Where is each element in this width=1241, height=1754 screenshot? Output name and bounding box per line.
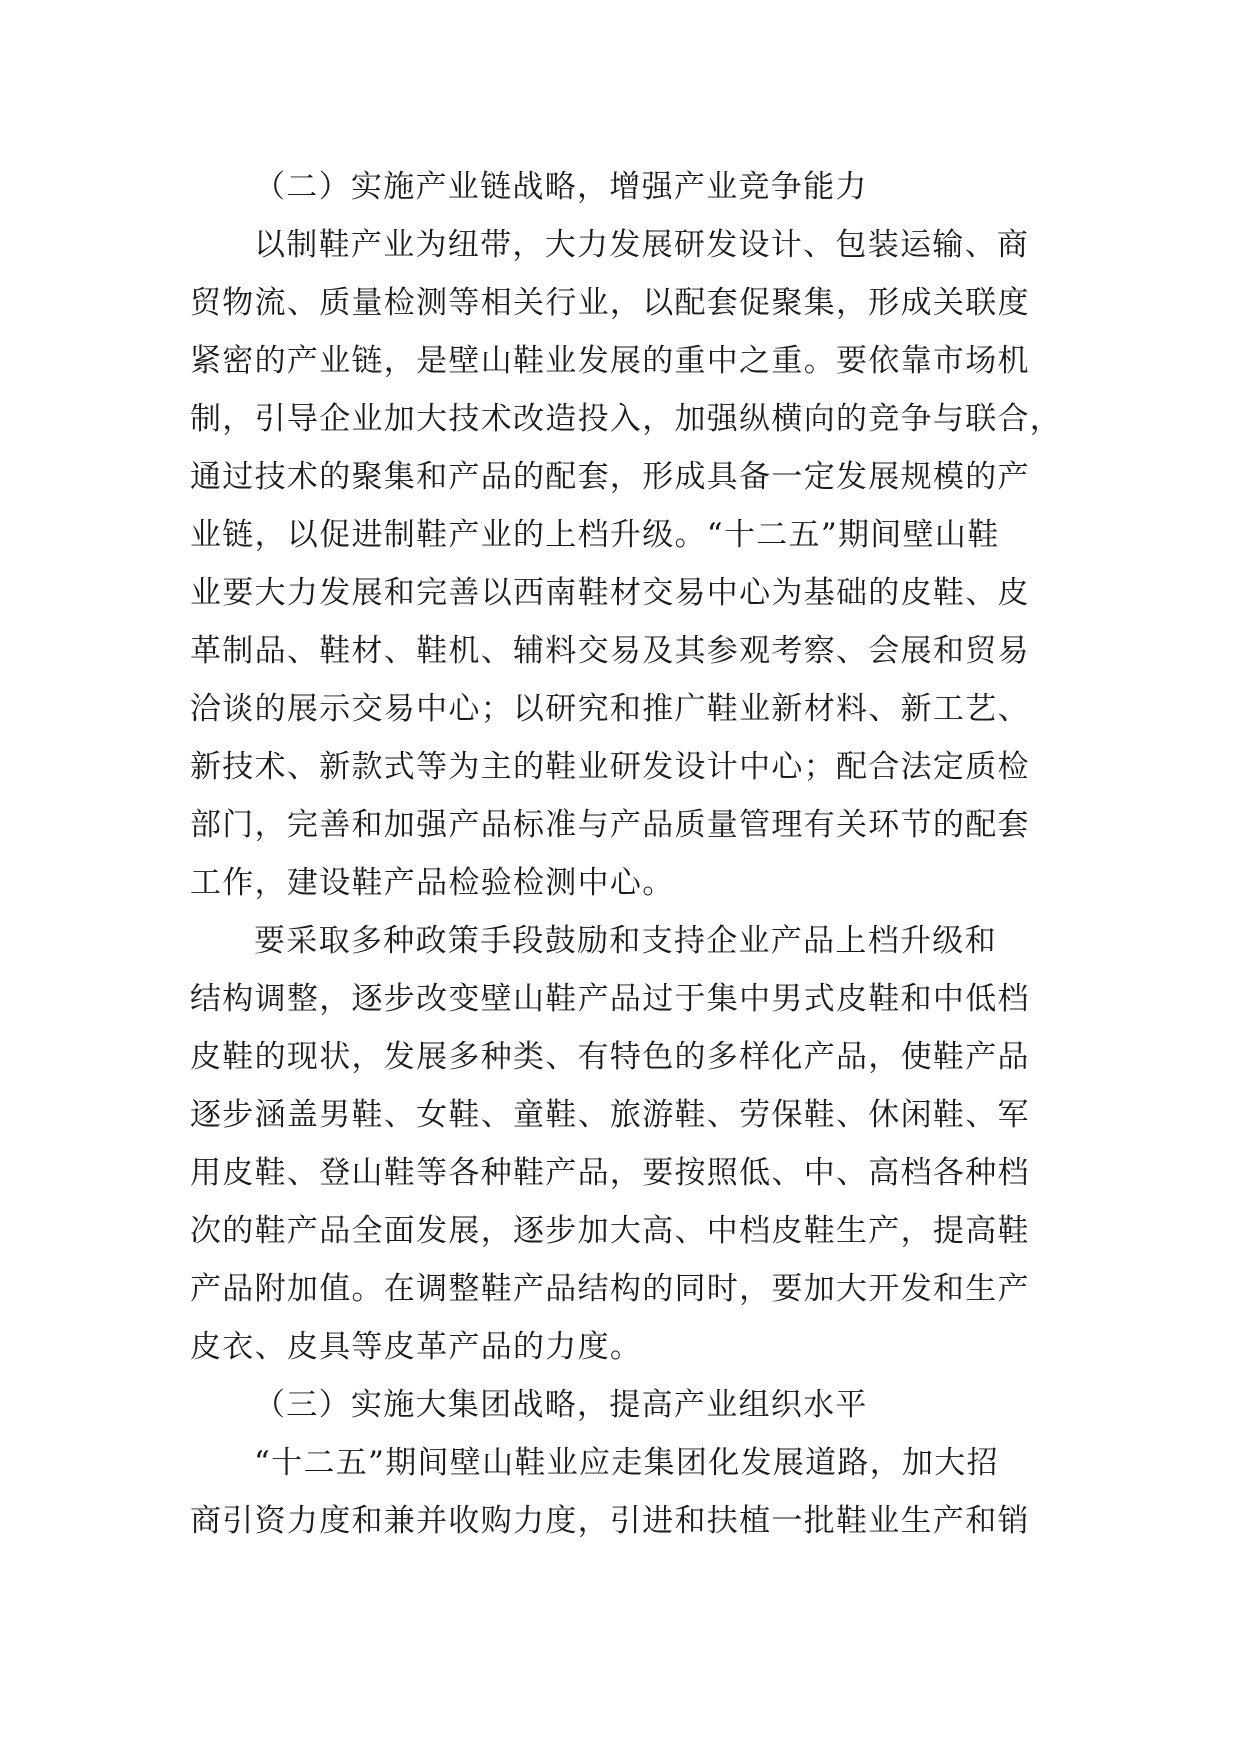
paragraph-line: 结构调整，逐步改变壁山鞋产品过于集中男式皮鞋和中低档 — [190, 981, 1030, 1017]
paragraph-line: 通过技术的聚集和产品的配套，形成具备一定发展规模的产 — [190, 459, 1030, 495]
document-body — [190, 158, 1063, 1550]
paragraph-line: 业链，以促进制鞋产业的上档升级。“十二五”期间壁山鞋 — [190, 517, 1000, 553]
paragraph-line: 次的鞋产品全面发展，逐步加大高、中档皮鞋生产，提高鞋 — [190, 1213, 1030, 1249]
paragraph-line: 部门，完善和加强产品标准与产品质量管理有关环节的配套 — [190, 807, 1030, 843]
paragraph-line: 新技术、新款式等为主的鞋业研发设计中心；配合法定质检 — [190, 749, 1030, 785]
paragraph-line: “十二五”期间壁山鞋业应走集团化发展道路，加大招 — [254, 1445, 999, 1481]
paragraph-line: 逐步涵盖男鞋、女鞋、童鞋、旅游鞋、劳保鞋、休闲鞋、军 — [190, 1097, 1030, 1133]
paragraph-line: 贸物流、质量检测等相关行业，以配套促聚集，形成关联度 — [190, 285, 1030, 321]
paragraph-line: 产品附加值。在调整鞋产品结构的同时，要加大开发和生产 — [190, 1271, 1030, 1307]
paragraph-line: 制，引导企业加大技术改造投入，加强纵横向的竞争与联合， — [190, 401, 1063, 437]
paragraph-line: 皮鞋的现状，发展多种类、有特色的多样化产品，使鞋产品 — [190, 1039, 1030, 1075]
section-heading-2: （二）实施产业链战略，增强产业竞争能力 — [254, 169, 868, 205]
paragraph-line: 要采取多种政策手段鼓励和支持企业产品上档升级和 — [254, 923, 997, 959]
paragraph-line: 以制鞋产业为纽带，大力发展研发设计、包装运输、商 — [254, 227, 1030, 263]
paragraph-line: 业要大力发展和完善以西南鞋材交易中心为基础的皮鞋、皮 — [190, 575, 1030, 611]
paragraph-line: 紧密的产业链，是壁山鞋业发展的重中之重。要依靠市场机 — [190, 343, 1030, 379]
paragraph-line: 工作，建设鞋产品检验检测中心。 — [190, 865, 675, 901]
paragraph-line: 革制品、鞋材、鞋机、辅料交易及其参观考察、会展和贸易 — [190, 633, 1030, 669]
paragraph-line: 洽谈的展示交易中心；以研究和推广鞋业新材料、新工艺、 — [190, 691, 1030, 727]
paragraph-line: 用皮鞋、登山鞋等各种鞋产品，要按照低、中、高档各种档 — [190, 1155, 1030, 1191]
paragraph-line: 皮衣、皮具等皮革产品的力度。 — [190, 1329, 643, 1365]
section-heading-3: （三）实施大集团战略，提高产业组织水平 — [254, 1387, 868, 1423]
paragraph-line: 商引资力度和兼并收购力度，引进和扶植一批鞋业生产和销 — [190, 1503, 1030, 1539]
